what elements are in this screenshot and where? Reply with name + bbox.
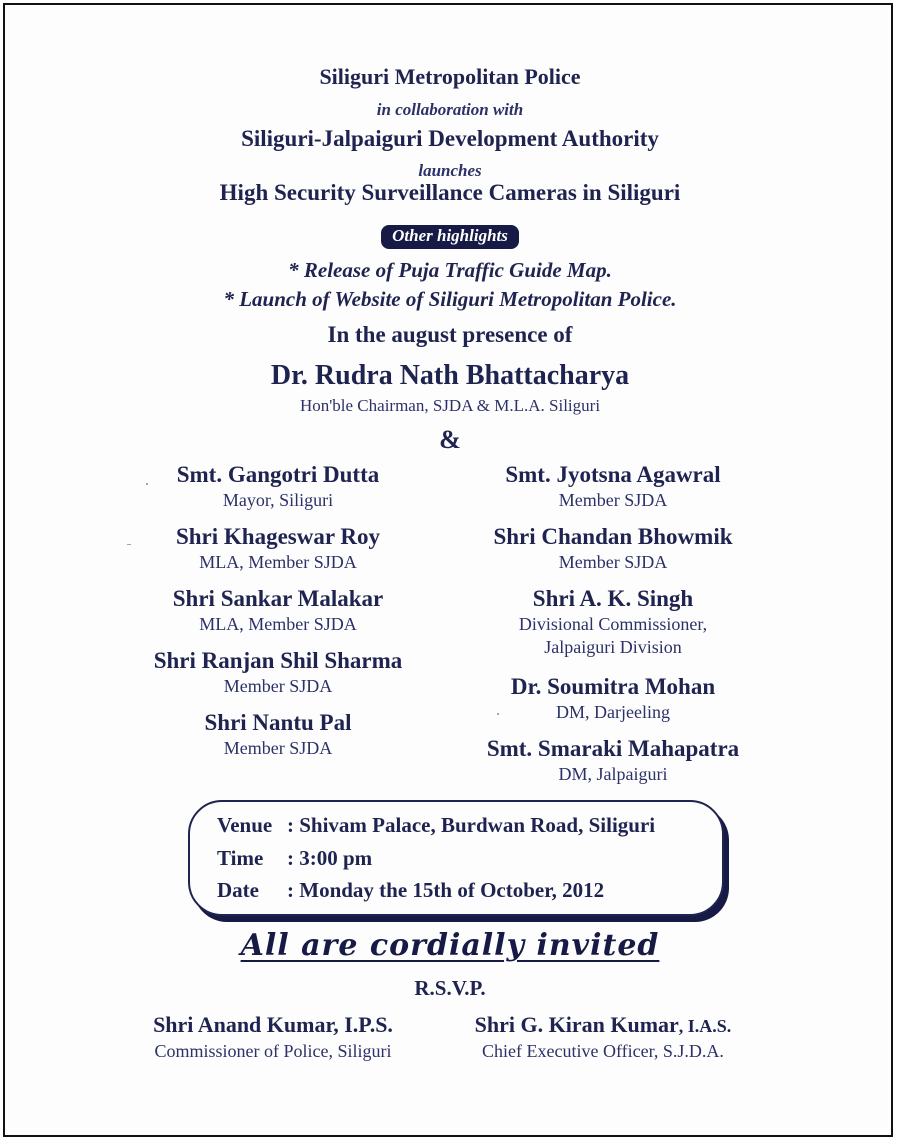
dignitary-name: Dr. Soumitra Mohan <box>510 674 716 699</box>
dignitary-title: DM, Jalpaiguri <box>558 764 668 784</box>
venue-value: : Shivam Palace, Burdwan Road, Siliguri <box>287 813 656 837</box>
venue-row <box>217 813 655 838</box>
ampersand: & <box>439 425 461 454</box>
rsvp-label: R.S.V.P. <box>414 976 486 1000</box>
chief-guest-name: Dr. Rudra Nath Bhattacharya <box>270 360 630 391</box>
event-title: High Security Surveillance Cameras in Siliguri <box>219 180 681 205</box>
chief-guest-title: Hon'ble Chairman, SJDA & M.L.A. Siliguri <box>299 396 601 415</box>
dignitary-title: DM, Darjeeling <box>556 702 670 722</box>
highlight-item: * Release of Puja Traffic Guide Map. <box>288 258 612 282</box>
rsvp-contact-2 <box>403 1012 803 1062</box>
collab-text: in collaboration with <box>376 100 524 119</box>
launches-text: launches <box>418 161 482 180</box>
time-label: Time <box>217 846 264 870</box>
dignitary-right-2 <box>413 524 813 573</box>
dignitary-name: Shri Nantu Pal <box>204 710 352 735</box>
dignitary-right-5 <box>413 736 813 785</box>
date-label: Date <box>217 878 259 902</box>
dignitary-title: MLA, Member SJDA <box>199 614 357 634</box>
organizer-title: Siliguri Metropolitan Police <box>319 64 581 89</box>
rsvp-contact-title: Commissioner of Police, Siliguri <box>154 1041 392 1061</box>
presence-intro: In the august presence of <box>327 322 573 347</box>
dignitary-name: Shri A. K. Singh <box>532 586 694 611</box>
rsvp-contact-name-line <box>403 1012 803 1038</box>
dignitary-name: Shri Ranjan Shil Sharma <box>153 648 403 673</box>
invitation-line-wrap <box>0 928 900 963</box>
dignitary-title-line2: Jalpaiguri Division <box>544 637 682 657</box>
rsvp-contact-name: Shri Anand Kumar, I.P.S. <box>153 1012 393 1037</box>
dignitary-title: MLA, Member SJDA <box>199 552 357 572</box>
rsvp-contact-suffix: , I.A.S. <box>678 1016 732 1036</box>
dignitary-title: Member SJDA <box>558 552 668 572</box>
dignitary-title: Member SJDA <box>223 676 333 696</box>
venue-label: Venue <box>217 813 273 837</box>
dignitary-name: Smt. Smaraki Mahapatra <box>486 736 740 761</box>
invitation-line: All are cordially invited <box>240 928 660 963</box>
dignitary-name: Smt. Gangotri Dutta <box>176 462 380 487</box>
rsvp-contact-title: Chief Executive Officer, S.J.D.A. <box>482 1041 724 1061</box>
dignitary-title: Member SJDA <box>558 490 668 510</box>
dignitary-title: Member SJDA <box>223 738 333 758</box>
dignitary-name: Shri Khageswar Roy <box>175 524 381 549</box>
highlights-label-wrap <box>0 225 900 249</box>
date-value: : Monday the 15th of October, 2012 <box>287 878 605 902</box>
time-row <box>217 846 372 871</box>
dignitary-name: Shri Chandan Bhowmik <box>493 524 733 549</box>
dignitary-right-3 <box>413 586 813 658</box>
dignitary-right-4 <box>413 674 813 723</box>
event-details-box <box>188 800 724 916</box>
highlight-item: * Launch of Website of Siliguri Metropolitan Police. <box>223 287 677 311</box>
dignitary-title: Mayor, Siliguri <box>222 490 334 510</box>
dignitary-name: Smt. Jyotsna Agawral <box>505 462 721 487</box>
time-value: : 3:00 pm <box>287 846 373 870</box>
rsvp-contact-name: Shri G. Kiran Kumar <box>474 1012 679 1037</box>
date-row <box>217 878 604 903</box>
dignitary-title: Divisional Commissioner, <box>518 614 708 634</box>
highlights-label: Other highlights <box>381 225 519 249</box>
dignitary-name: Shri Sankar Malakar <box>172 586 384 611</box>
partner-title: Siliguri-Jalpaiguri Development Authority <box>241 126 659 151</box>
dignitary-right-1 <box>413 462 813 511</box>
